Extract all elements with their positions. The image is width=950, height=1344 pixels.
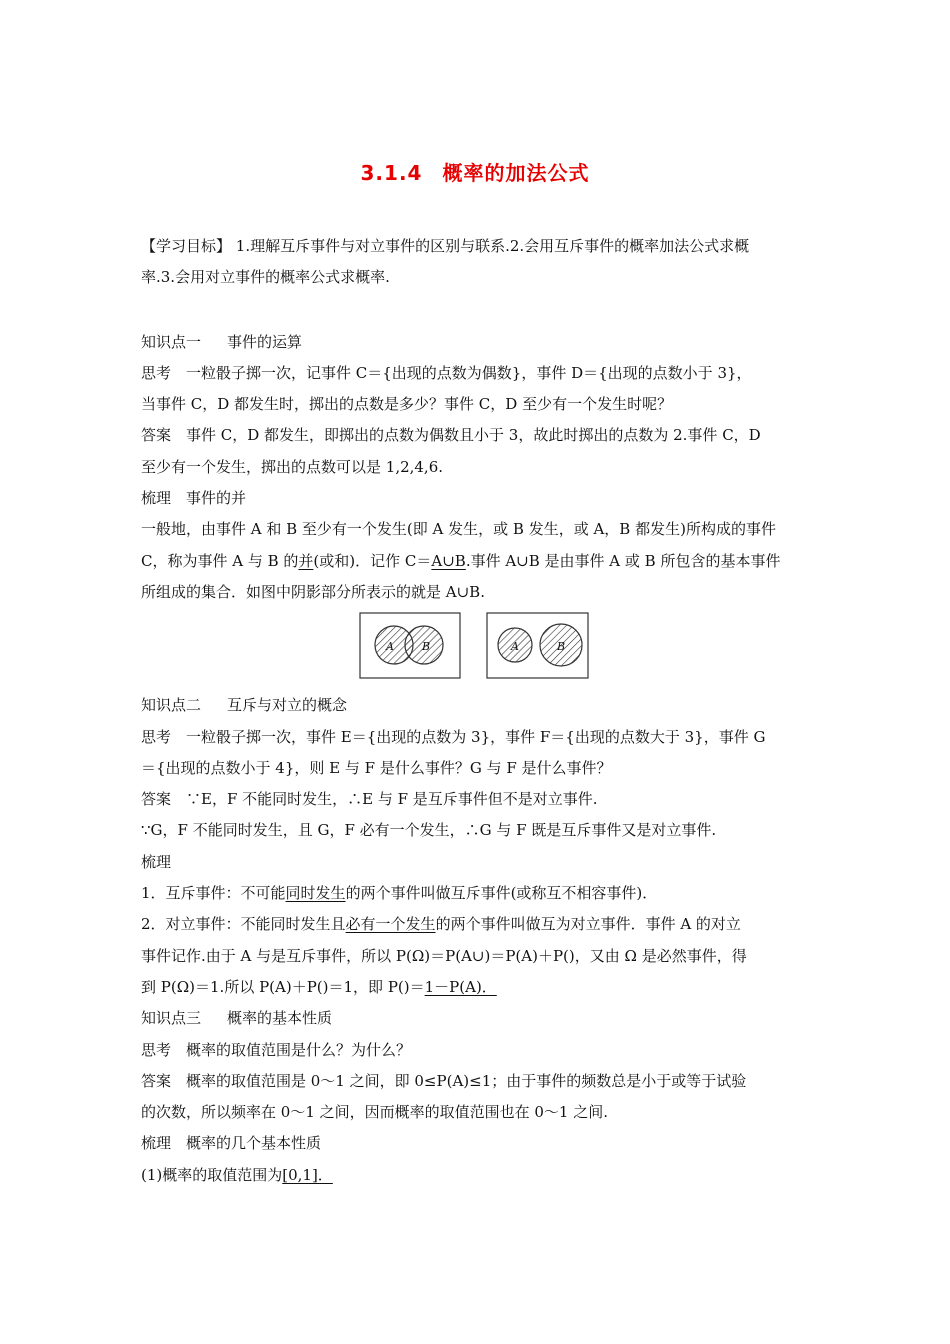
k1-sort-3: 所组成的集合．如图中阴影部分所表示的就是 A∪B. [141, 582, 485, 601]
k3-item-1: (1)概率的取值范围为[0,1]． [141, 1165, 333, 1184]
k2-item-2: 2．对立事件：不能同时发生且必有一个发生的两个事件叫做互为对立事件．事件 A 的对立 [141, 915, 741, 934]
objectives-line-1: 【学习目标】 1.理解互斥事件与对立事件的区别与联系.2.会用互斥事件的概率加法公式求概 [141, 237, 750, 255]
k2-think-1: 思考 一粒骰子掷一次，事件 E＝{出现的点数为 3}，事件 F＝{出现的点数大于 3}，事件 G [141, 727, 766, 746]
blank-simultaneous: 同时发生 [285, 884, 346, 903]
k2-item-1: 1．互斥事件：不可能同时发生的两个事件叫做互斥事件(或称互不相容事件)． [141, 884, 658, 903]
k1-think-2: 当事件 C，D 都发生时，掷出的点数是多少？事件 C，D 至少有一个发生时呢？ [141, 395, 673, 414]
k1-sort-heading: 梳理 事件的并 [141, 489, 247, 508]
objectives-label: 【学习目标】 [141, 237, 232, 255]
blank-one-occurs: 必有一个发生 [345, 915, 436, 934]
objectives-line-2: 率.3.会用对立事件的概率公式求概率. [141, 268, 390, 287]
k1-answer-2: 至少有一个发生，掷出的点数可以是 1,2,4,6. [141, 457, 444, 476]
k3-sort-heading: 梳理 概率的几个基本性质 [141, 1134, 322, 1153]
k1-heading: 知识点一 事件的运算 [141, 332, 303, 351]
venn-figure [141, 612, 811, 686]
k2-think-2: ＝{出现的点数小于 4}，则 E 与 F 是什么事件？G 与 F 是什么事件？ [141, 758, 612, 777]
k2-item-2-line-2: 事件记作.由于 A 与是互斥事件，所以 P(Ω)＝P(A∪)＝P(A)＋P()，又由 Ω 是必然事件，得 [141, 946, 747, 965]
k2-answer-1: 答案 ∵E，F 不能同时发生，∴E 与 F 是互斥事件但不是对立事件. [141, 790, 598, 809]
k2-item-2-line-3: 到 P(Ω)＝1.所以 P(A)＋P()＝1，即 P()＝1－P(A)． [141, 977, 497, 996]
k3-answer-1: 答案 概率的取值范围是 0～1 之间，即 0≤P(A)≤1；由于事件的频数总是小于或等于试验 [141, 1071, 747, 1090]
blank-union: 并 [298, 551, 314, 570]
k1-answer-1: 答案 事件 C，D 都发生，即掷出的点数为偶数且小于 3，故此时掷出的点数为 2.事件 C，D [141, 426, 761, 445]
k3-heading: 知识点三 概率的基本性质 [141, 1009, 333, 1028]
document-body [141, 231, 813, 1191]
k1-sort-2: C，称为事件 A 与 B 的并(或和)．记作 C＝A∪B.事件 A∪B 是由事件 A 或 B 所包含的基本事件 [141, 551, 781, 570]
venn1-label-b: B [422, 640, 431, 654]
k2-sort-heading: 梳理 [141, 852, 172, 871]
venn1-label-a: A [386, 640, 394, 654]
venn2-label-b: B [557, 640, 566, 654]
k3-think: 思考 概率的取值范围是什么？为什么？ [141, 1040, 412, 1059]
k3-answer-2: 的次数，所以频率在 0～1 之间，因而概率的取值范围也在 0～1 之间. [141, 1103, 609, 1122]
k2-heading: 知识点二 互斥与对立的概念 [141, 696, 348, 715]
venn2-label-a: A [511, 640, 519, 654]
section-title: 概率的加法公式 [442, 161, 590, 185]
k1-sort-1: 一般地，由事件 A 和 B 至少有一个发生(即 A 发生，或 B 发生，或 A，B 都发生)所构成的事件 [141, 520, 776, 539]
blank-complement-formula: 1－P(A)． [424, 977, 497, 996]
k2-answer-2: ∵G，F 不能同时发生，且 G，F 必有一个发生，∴G 与 F 既是互斥事件又是对立事件. [141, 821, 717, 840]
section-number: 3.1.4 [360, 161, 423, 185]
page-title [0, 157, 950, 186]
blank-range: [0,1]． [282, 1165, 333, 1184]
k1-think-1: 思考 一粒骰子掷一次，记事件 C＝{出现的点数为偶数}，事件 D＝{出现的点数小于 3}， [141, 363, 752, 382]
blank-union-notation: A∪B [431, 551, 466, 570]
venn-diagrams [141, 608, 813, 690]
